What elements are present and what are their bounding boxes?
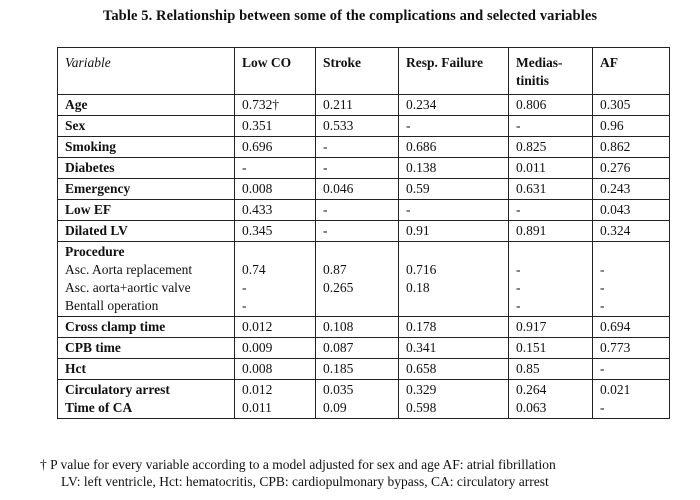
value: 0.09	[323, 400, 347, 415]
header-stroke: Stroke	[316, 48, 399, 95]
cell-mediastinitis: 0.825	[509, 137, 593, 158]
table-row-low-ef	[58, 200, 670, 221]
value: 0.598	[406, 400, 437, 415]
cell-low-co: 0.008	[235, 359, 316, 380]
cell-af: 0.773	[593, 338, 670, 359]
cell-low-co	[235, 242, 316, 317]
cell-mediastinitis: 0.85	[509, 359, 593, 380]
row-label: Sex	[58, 116, 235, 137]
cell-mediastinitis: 0.806	[509, 95, 593, 116]
table-row-cpb	[58, 338, 670, 359]
header-variable: Variable	[58, 48, 235, 95]
cell-low-co: 0.008	[235, 179, 316, 200]
cell-af	[593, 242, 670, 317]
cell-mediastinitis: 0.891	[509, 221, 593, 242]
row-label: Diabetes	[58, 158, 235, 179]
cell-stroke: 0.533	[316, 116, 399, 137]
cell-af: 0.305	[593, 95, 670, 116]
row-label: Age	[58, 95, 235, 116]
cell-resp-failure: -	[399, 116, 509, 137]
value: -	[516, 262, 521, 277]
header-mediastinitis-part1: Medias-	[516, 55, 563, 70]
cell-mediastinitis: 0.917	[509, 317, 593, 338]
table-row-diabetes	[58, 158, 670, 179]
header-row	[58, 48, 670, 95]
header-resp-failure: Resp. Failure	[399, 48, 509, 95]
value: 0.87	[323, 262, 347, 277]
label-time-of-ca: Time of CA	[65, 400, 133, 415]
value: 0.063	[516, 400, 547, 415]
cell-af	[593, 380, 670, 419]
cell-af: 0.276	[593, 158, 670, 179]
cell-resp-failure: 0.234	[399, 95, 509, 116]
cell-mediastinitis: 0.631	[509, 179, 593, 200]
value: -	[242, 298, 247, 313]
table-footnote	[40, 456, 700, 490]
cell-resp-failure: 0.178	[399, 317, 509, 338]
value: -	[600, 298, 605, 313]
table-row-sex	[58, 116, 670, 137]
cell-mediastinitis: 0.011	[509, 158, 593, 179]
procedure-title: Procedure	[65, 244, 125, 259]
header-low-co: Low CO	[235, 48, 316, 95]
table-row-age	[58, 95, 670, 116]
table-row-procedure	[58, 242, 670, 317]
procedure-sub-3: Bentall operation	[65, 298, 159, 313]
table-row-circulatory-arrest	[58, 380, 670, 419]
header-af: AF	[593, 48, 670, 95]
cell-mediastinitis: -	[509, 200, 593, 221]
cell-low-co: 0.012	[235, 317, 316, 338]
cell-mediastinitis: 0.151	[509, 338, 593, 359]
value: 0.011	[242, 400, 272, 415]
value: 0.716	[406, 262, 437, 277]
row-label: CPB time	[58, 338, 235, 359]
value: -	[516, 298, 521, 313]
cell-stroke: 0.087	[316, 338, 399, 359]
table-row-smoking	[58, 137, 670, 158]
footnote-line-2: LV: left ventricle, Hct: hematocritis, CPB: cardiopulmonary bypass, CA: circulatory arrest	[61, 474, 549, 489]
complications-table	[57, 47, 670, 419]
header-mediastinitis	[509, 48, 593, 95]
cell-af: -	[593, 359, 670, 380]
cell-af: 0.862	[593, 137, 670, 158]
row-label: Low EF	[58, 200, 235, 221]
value: 0.18	[406, 280, 430, 295]
cell-resp-failure	[399, 380, 509, 419]
label-circulatory-arrest: Circulatory arrest	[65, 382, 170, 397]
procedure-sub-2: Asc. aorta+aortic valve	[65, 280, 191, 295]
cell-af: 0.243	[593, 179, 670, 200]
cell-resp-failure	[399, 242, 509, 317]
row-label: Hct	[58, 359, 235, 380]
cell-af: 0.043	[593, 200, 670, 221]
cell-stroke: 0.046	[316, 179, 399, 200]
cell-resp-failure: 0.91	[399, 221, 509, 242]
value: 0.012	[242, 382, 273, 397]
row-label-procedure	[58, 242, 235, 317]
cell-resp-failure: 0.341	[399, 338, 509, 359]
cell-stroke: -	[316, 137, 399, 158]
table-row-cross-clamp	[58, 317, 670, 338]
table-row-emergency	[58, 179, 670, 200]
cell-af: 0.694	[593, 317, 670, 338]
value: -	[242, 280, 247, 295]
cell-low-co: -	[235, 158, 316, 179]
cell-resp-failure: 0.59	[399, 179, 509, 200]
cell-stroke: 0.108	[316, 317, 399, 338]
cell-mediastinitis	[509, 380, 593, 419]
cell-stroke	[316, 380, 399, 419]
value: 0.74	[242, 262, 266, 277]
cell-low-co: 0.696	[235, 137, 316, 158]
cell-resp-failure: -	[399, 200, 509, 221]
cell-low-co: 0.351	[235, 116, 316, 137]
value: 0.264	[516, 382, 547, 397]
value: 0.021	[600, 382, 631, 397]
cell-mediastinitis	[509, 242, 593, 317]
cell-low-co: 0.009	[235, 338, 316, 359]
cell-resp-failure: 0.686	[399, 137, 509, 158]
value: -	[600, 262, 605, 277]
cell-stroke	[316, 242, 399, 317]
footnote-line-1: † P value for every variable according to a model adjusted for sex and age AF: atrial fibrillation	[40, 457, 556, 472]
table-row-dilated-lv	[58, 221, 670, 242]
cell-resp-failure: 0.658	[399, 359, 509, 380]
cell-af: 0.324	[593, 221, 670, 242]
cell-stroke: -	[316, 158, 399, 179]
value: 0.329	[406, 382, 437, 397]
cell-stroke: -	[316, 221, 399, 242]
procedure-sub-1: Asc. Aorta replacement	[65, 262, 193, 277]
cell-stroke: 0.185	[316, 359, 399, 380]
value: 0.035	[323, 382, 354, 397]
row-label: Emergency	[58, 179, 235, 200]
cell-af: 0.96	[593, 116, 670, 137]
cell-low-co: 0.433	[235, 200, 316, 221]
table-caption: Table 5. Relationship between some of the complications and selected variables	[102, 8, 598, 24]
cell-stroke: 0.211	[316, 95, 399, 116]
cell-mediastinitis: -	[509, 116, 593, 137]
value: -	[600, 400, 605, 415]
row-label: Smoking	[58, 137, 235, 158]
row-label-arrest	[58, 380, 235, 419]
cell-low-co	[235, 380, 316, 419]
row-label: Dilated LV	[58, 221, 235, 242]
cell-resp-failure: 0.138	[399, 158, 509, 179]
cell-stroke: -	[316, 200, 399, 221]
value: -	[600, 280, 605, 295]
header-mediastinitis-part2: tinitis	[516, 73, 550, 88]
value: -	[516, 280, 521, 295]
cell-low-co: 0.345	[235, 221, 316, 242]
value: 0.265	[323, 280, 354, 295]
row-label: Cross clamp time	[58, 317, 235, 338]
table-row-hct	[58, 359, 670, 380]
cell-low-co: 0.732†	[235, 95, 316, 116]
